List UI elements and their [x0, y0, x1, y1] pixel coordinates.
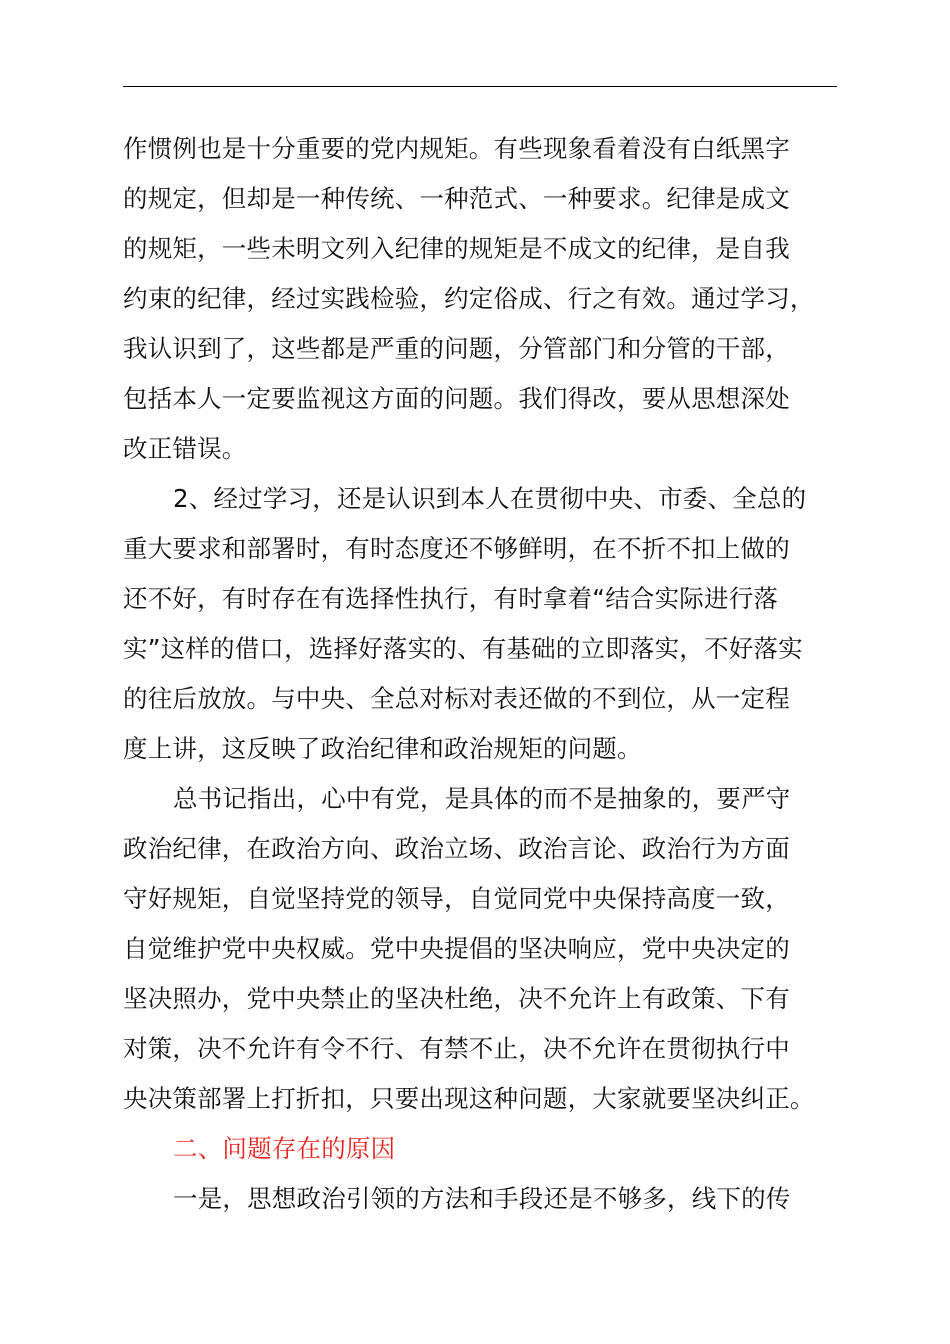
text-line: 坚决照办，党中央禁止的坚决杜绝，决不允许上有政策、下有	[123, 984, 790, 1013]
text-line: 重大要求和部署时，有时态度还不够鲜明，在不折不扣上做的	[123, 534, 790, 563]
text-line: 作惯例也是十分重要的党内规矩。有些现象看着没有白纸黑字	[123, 134, 790, 163]
text-line: 约束的纪律，经过实践检验，约定俗成、行之有效。通过学习，	[123, 284, 815, 313]
paragraph-start-line: 2、经过学习，还是认识到本人在贯彻中央、市委、全总的	[173, 484, 807, 513]
text-line: 度上讲，这反映了政治纪律和政治规矩的问题。	[123, 734, 642, 763]
text-line: 自觉维护党中央权威。党中央提倡的坚决响应，党中央决定的	[123, 934, 790, 963]
text-line: 政治纪律，在政治方向、政治立场、政治言论、政治行为方面	[123, 834, 790, 863]
text-line: 改正错误。	[123, 434, 247, 463]
document-body	[123, 124, 837, 1224]
text-line: 的往后放放。与中央、全总对标对表还做的不到位，从一定程	[123, 684, 790, 713]
text-line: 的规定，但却是一种传统、一种范式、一种要求。纪律是成文	[123, 184, 790, 213]
text-line: 守好规矩，自觉坚持党的领导，自觉同党中央保持高度一致，	[123, 884, 790, 913]
section-heading: 二、问题存在的原因	[173, 1134, 396, 1163]
text-line: 还不好，有时存在有选择性执行，有时拿着“结合实际进行落	[123, 584, 779, 613]
text-line: 包括本人一定要监视这方面的问题。我们得改，要从思想深处	[123, 384, 790, 413]
paragraph-start-line: 总书记指出，心中有党，是具体的而不是抽象的，要严守	[173, 784, 791, 813]
header-rule	[123, 86, 837, 87]
text-line: 我认识到了，这些都是严重的问题，分管部门和分管的干部，	[123, 334, 790, 363]
text-line: 央决策部署上打折扣，只要出现这种问题，大家就要坚决纠正。	[123, 1084, 815, 1113]
paragraph-start-line: 一是，思想政治引领的方法和手段还是不够多，线下的传	[173, 1184, 791, 1213]
text-line: 对策，决不允许有令不行、有禁不止，决不允许在贯彻执行中	[123, 1034, 790, 1063]
text-line: 的规矩，一些未明文列入纪律的规矩是不成文的纪律，是自我	[123, 234, 790, 263]
text-line: 实”这样的借口，选择好落实的、有基础的立即落实，不好落实	[123, 634, 803, 663]
